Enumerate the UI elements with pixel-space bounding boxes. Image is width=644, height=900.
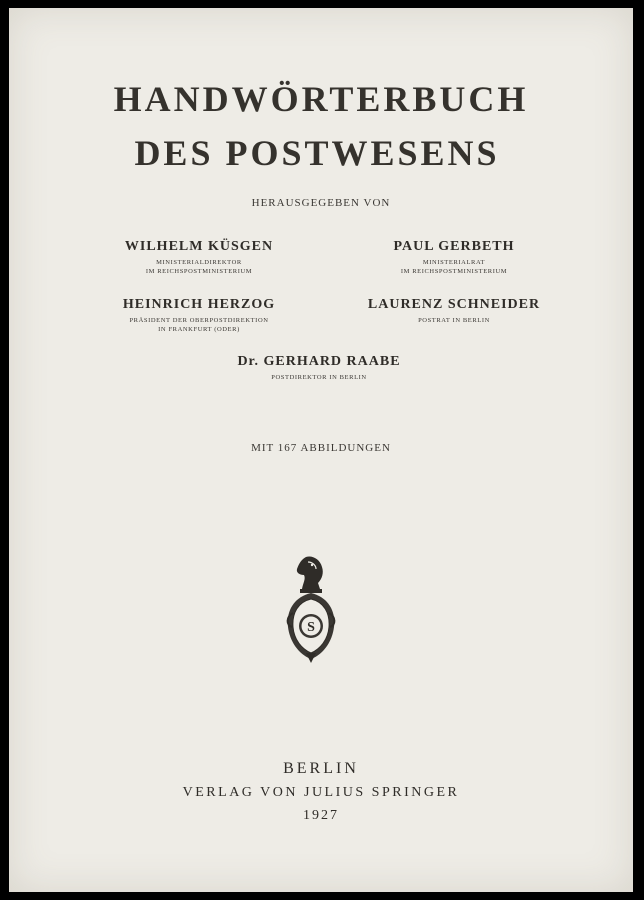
imprint-city: BERLIN	[283, 760, 359, 777]
editor-role: IM REICHSPOSTMINISTERIUM	[400, 268, 508, 275]
editor-role: MINISTERIALDIREKTOR	[156, 259, 242, 266]
editor-name: LAURENZ SCHNEIDER	[367, 297, 541, 312]
seal-letter: S	[307, 620, 315, 635]
editor-role: MINISTERIALRAT	[422, 259, 486, 266]
editor-raabe	[189, 354, 449, 382]
editor-name: HEINRICH HERZOG	[122, 297, 276, 312]
editor-role: PRÄSIDENT DER OBERPOSTDIREKTION	[129, 317, 269, 324]
editor-name: PAUL GERBETH	[393, 239, 515, 254]
editor-role: IM REICHSPOSTMINISTERIUM	[145, 268, 253, 275]
editor-schneider	[324, 297, 584, 325]
editor-role: POSTDIREKTOR IN BERLIN	[271, 374, 367, 381]
editor-herzog	[69, 297, 329, 334]
editor-gerbeth	[324, 239, 584, 276]
editor-kuesgen	[69, 239, 329, 276]
imprint-year: 1927	[303, 808, 339, 823]
title-line-1: HANDWÖRTERBUCH	[113, 79, 529, 119]
editor-name: Dr. GERHARD RAABE	[237, 354, 401, 369]
title-line-2: DES POSTWESENS	[134, 133, 500, 173]
editor-name: WILHELM KÜSGEN	[124, 239, 274, 254]
editor-role: IN FRANKFURT (ODER)	[158, 326, 240, 333]
springer-horse-seal-icon	[282, 553, 340, 663]
editor-role: POSTRAT IN BERLIN	[418, 317, 490, 324]
illustrations-note: MIT 167 ABBILDUNGEN	[251, 442, 391, 454]
edited-by-label: HERAUSGEGEBEN VON	[251, 197, 391, 209]
title-page	[9, 8, 633, 892]
imprint-publisher: VERLAG VON JULIUS SPRINGER	[182, 785, 460, 800]
